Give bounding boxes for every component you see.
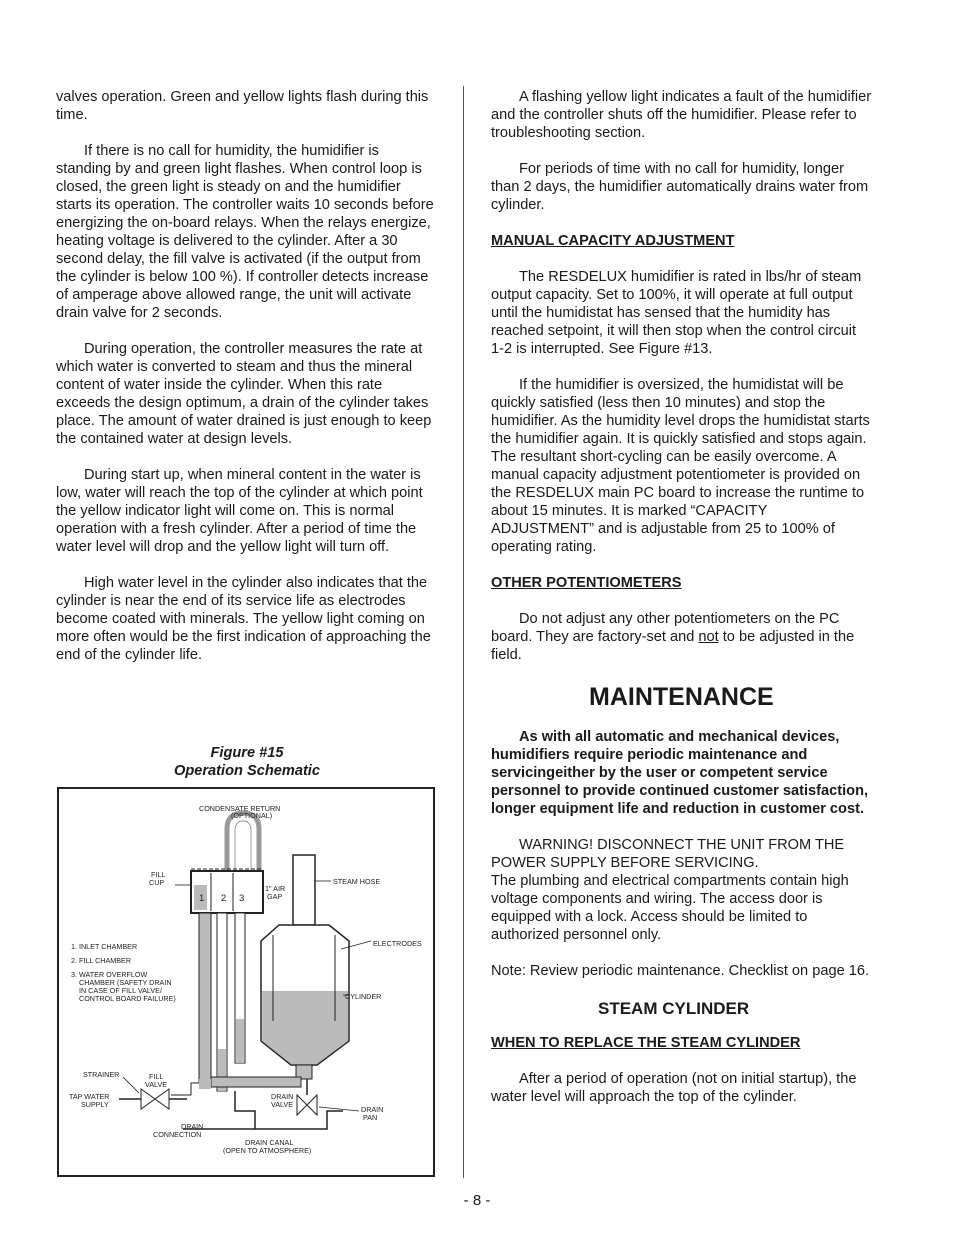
label-drain-pan-2: PAN	[363, 1113, 378, 1122]
legend-item-3b: CHAMBER (SAFETY DRAIN	[79, 978, 172, 987]
left-paragraph-2: If there is no call for humidity, the humidifier is standing by and green light flashes. When control loop is closed, the green light is steady on and the humidifier starts its operation. The controller waits 10 seconds before energizing the on-board relays. When the relays energize, heating voltage is delivered to the cylinder. After a 30 second delay, the fill valve is activated (if the output from the cylinder is below 100 %). If controller detects increase of amperage above allowed range, the unit will activate drain valve for 2 seconds.	[56, 143, 434, 321]
label-condensate-return: CONDENSATE RETURN	[199, 804, 281, 813]
right-paragraph-5	[491, 610, 873, 664]
label-cup: CUP	[149, 878, 165, 887]
label-drain-valve-2: VALVE	[271, 1100, 294, 1109]
operation-schematic	[57, 787, 435, 1177]
underlined-not: not	[698, 629, 719, 645]
label-drain-pan-1: DRAIN	[361, 1105, 384, 1114]
right-column	[491, 88, 873, 1124]
heading-steam-cylinder: STEAM CYLINDER	[598, 999, 750, 1018]
figure-subtitle: Operation Schematic	[174, 763, 320, 779]
legend-item-3c: IN CASE OF FILL VALVE/	[79, 986, 162, 995]
legend-item-3a: 3. WATER OVERFLOW	[71, 970, 148, 979]
right-paragraph-4: If the humidifier is oversized, the humidistat will be quickly satisfied (less then 10 minutes) and stop the humidifier. As the humidity level drops the humidistat starts the humidifier again. It is quickly satisfied and stops again. The resultant short-cycling can be easily overcome. A manual capacity adjustment potentiometer is provided on the RESDELUX main PC board to increase the runtime to about 15 minutes. It is marked “CAPACITY ADJUSTMENT” and is adjustable from 25 to 100% of operating rating.	[491, 377, 870, 555]
figure-title: Figure #15	[210, 745, 284, 761]
right-paragraph-6: As with all automatic and mechanical devices, humidifiers require periodic maintenance and servicingeither by the user or competent service personnel to provide continued customer satisfaction, longer equipment life and reduction in customer cost.	[491, 729, 869, 817]
label-drain-connection-2: CONNECTION	[153, 1130, 202, 1139]
label-chamber-3: 3	[239, 893, 245, 904]
right-paragraph-9: After a period of operation (not on initial startup), the water level will approach the top of the cylinder.	[491, 1071, 857, 1105]
warning-detail: The plumbing and electrical compartments contain high voltage components and wiring. The access door is equipped with a lock. Access should be limited to authorized personnel only.	[491, 873, 849, 943]
column-divider	[463, 86, 464, 1178]
right-paragraph-7	[491, 836, 873, 944]
warning-text: WARNING! DISCONNECT THE UNIT FROM THE POWER SUPPLY BEFORE SERVICING.	[491, 837, 845, 871]
label-tap-water: TAP WATER	[69, 1092, 110, 1101]
label-chamber-1: 1	[199, 893, 205, 904]
right-paragraph-8: Note: Review periodic maintenance. Checklist on page 16.	[491, 963, 870, 979]
label-air-gap-1: 1" AIR	[265, 884, 286, 893]
right-paragraph-2: For periods of time with no call for humidity, longer than 2 days, the humidifier automatically drains water from cylinder.	[491, 161, 869, 213]
heading-other-potentiometers: OTHER POTENTIOMETERS	[491, 575, 682, 591]
right-paragraph-5c: to be adjusted in the field.	[491, 629, 855, 663]
left-paragraph-3: During operation, the controller measures the rate at which water is converted to steam and thus the mineral content of water inside the cylinder. When this rate exceeds the design optimum, a drain of the cylinder takes place. The amount of water drained is just enough to keep the contained water at design levels.	[56, 341, 432, 447]
label-electrodes: ELECTRODES	[373, 939, 422, 948]
label-fill: FILL	[151, 870, 166, 879]
left-paragraph-5: High water level in the cylinder also indicates that the cylinder is near the end of its service life as electrodes become coated with minerals. The yellow light coming on more often would be the first indication of approaching the end of the cylinder life.	[56, 575, 431, 663]
label-drain-connection-1: DRAIN	[181, 1122, 204, 1131]
label-steam-hose: STEAM HOSE	[333, 877, 381, 886]
label-chamber-2: 2	[221, 893, 227, 904]
schematic-drawing	[59, 789, 433, 1175]
figure-caption	[56, 744, 438, 780]
label-cylinder: CYLINDER	[345, 992, 382, 1001]
page-number: - 8 -	[463, 1192, 491, 1209]
right-paragraph-1: A flashing yellow light indicates a fault of the humidifier and the controller shuts off the humidifier. Please refer to troubleshooting section.	[491, 89, 872, 141]
legend-item-3d: CONTROL BOARD FAILURE)	[79, 994, 176, 1003]
label-drain-canal-1: DRAIN CANAL	[245, 1138, 294, 1147]
right-paragraph-5a: Do not adjust any other potentiometers on the PC board. They are factory-set and	[491, 611, 840, 645]
label-air-gap-2: GAP	[267, 892, 283, 901]
right-paragraph-3: The RESDELUX humidifier is rated in lbs/hr of steam output capacity. Set to 100%, it will operate at full output until the humidistat has sensed that the humidity has reached setpoint, it will then stop when the control circuit 1-2 is interrupted. See Figure #13.	[491, 269, 862, 357]
left-paragraph-4: During start up, when mineral content in the water is low, water will reach the top of the cylinder at which point the yellow indicator light will come on. This is normal operation with a fresh cylinder. After a period of time the water level will drop and the yellow light will turn off.	[56, 467, 423, 555]
heading-when-to-replace: WHEN TO REPLACE THE STEAM CYLINDER	[491, 1035, 801, 1051]
left-column	[56, 88, 438, 682]
left-paragraph-1: valves operation. Green and yellow lights flash during this time.	[56, 89, 429, 123]
legend-item-1: 1. INLET CHAMBER	[71, 942, 138, 951]
label-strainer: STRAINER	[83, 1070, 120, 1079]
label-drain-canal-2: (OPEN TO ATMOSPHERE)	[223, 1146, 312, 1155]
label-optional: (OPTIONAL)	[231, 811, 273, 820]
label-fill-valve-2: VALVE	[145, 1080, 168, 1089]
label-drain-valve-1: DRAIN	[271, 1092, 294, 1101]
label-fill-valve-1: FILL	[149, 1072, 164, 1081]
legend-item-2: 2. FILL CHAMBER	[71, 956, 132, 965]
heading-manual-capacity: MANUAL CAPACITY ADJUSTMENT	[491, 233, 735, 249]
label-supply: SUPPLY	[81, 1100, 109, 1109]
heading-maintenance: MAINTENANCE	[589, 683, 774, 711]
